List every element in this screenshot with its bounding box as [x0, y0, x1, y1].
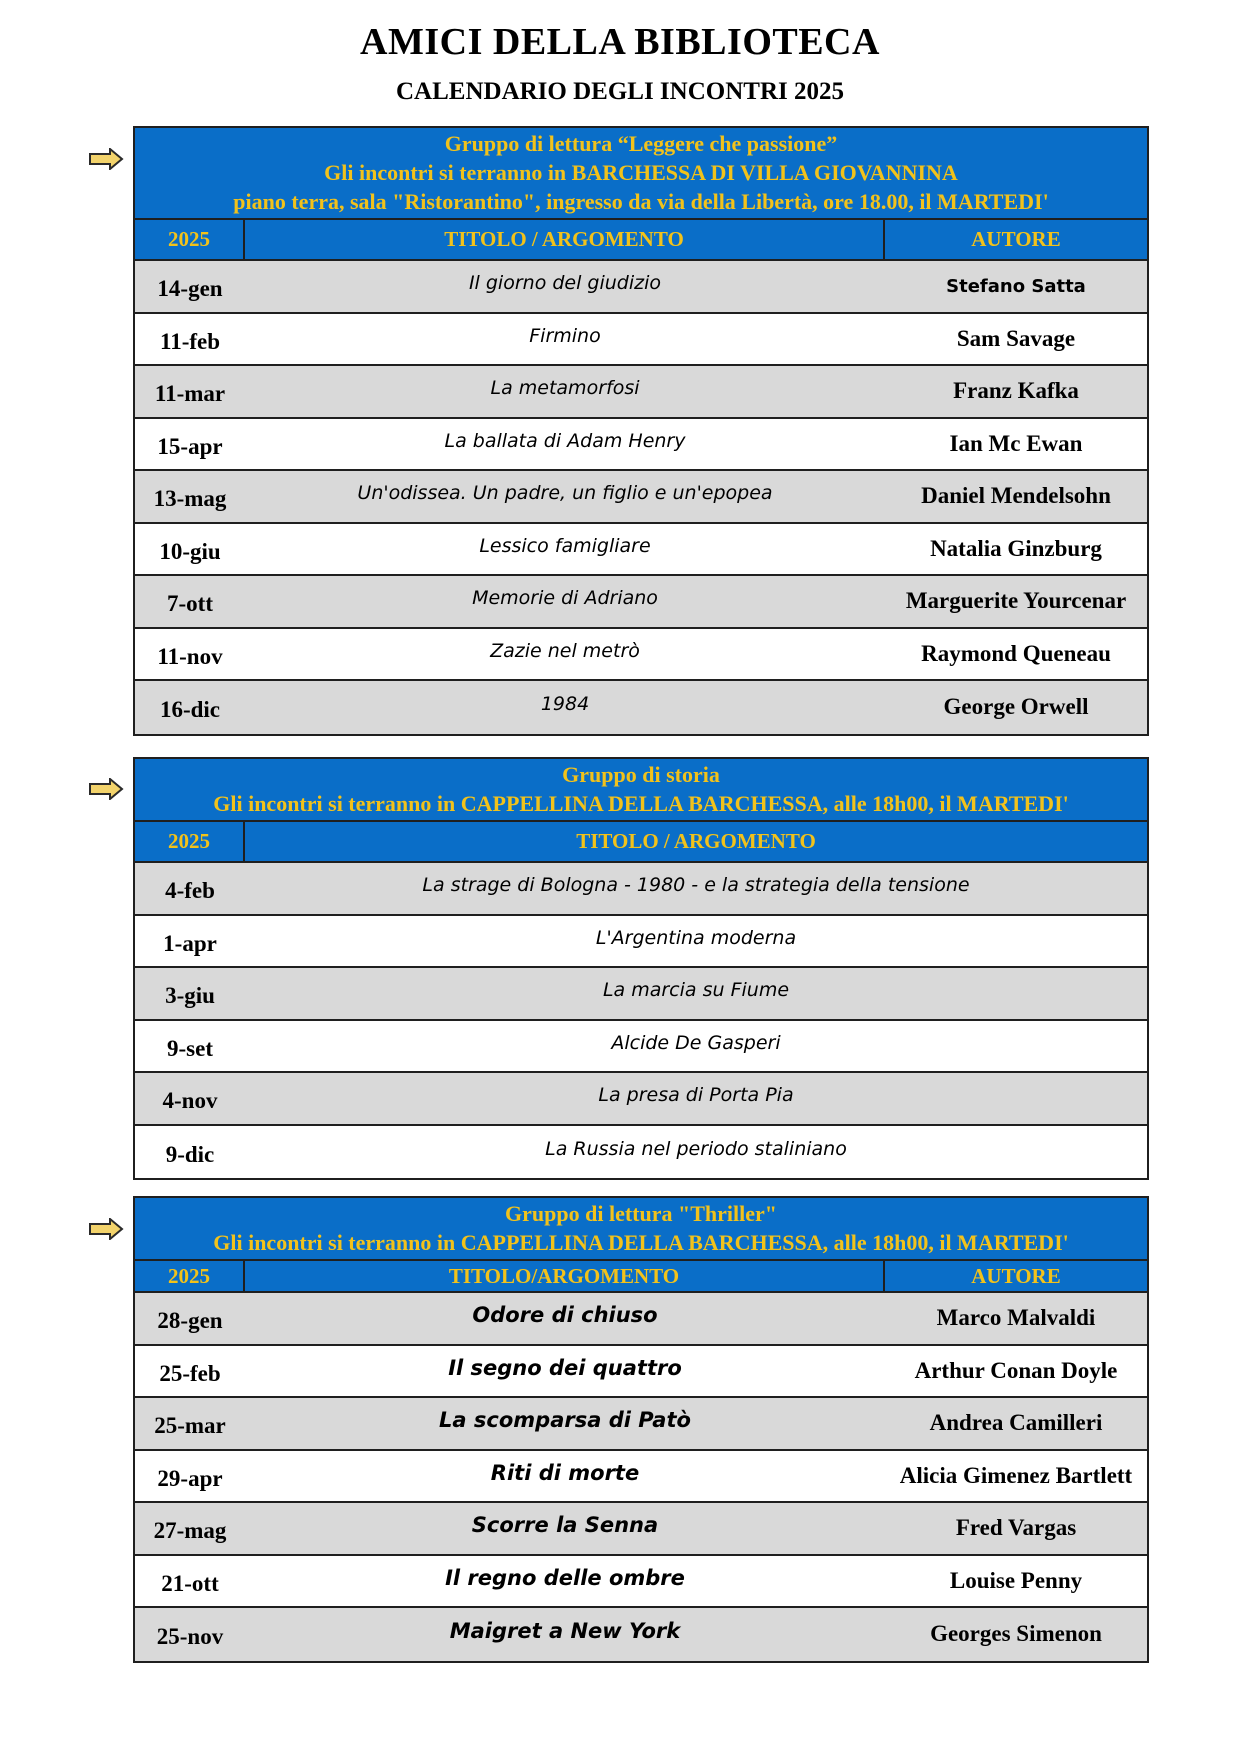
row-author: Raymond Queneau	[921, 640, 1111, 666]
row-author: Franz Kafka	[953, 378, 1079, 404]
table-row	[135, 419, 1147, 472]
section-header	[135, 1198, 1147, 1261]
history-group-section	[133, 757, 1149, 1180]
table-row	[135, 1346, 1147, 1399]
row-author: Marco Malvaldi	[936, 1305, 1096, 1331]
row-author: Louise Penny	[949, 1567, 1083, 1593]
row-title: Un'odissea. Un padre, un figlio e un'epopea	[357, 482, 773, 505]
arrow-right-icon	[88, 1218, 124, 1240]
row-date: 11-feb	[159, 328, 221, 354]
row-author: Ian Mc Ewan	[949, 430, 1083, 456]
row-date: 10-giu	[159, 538, 221, 564]
row-author: Andrea Camilleri	[929, 1410, 1103, 1436]
row-title: Il segno dei quattro	[448, 1355, 682, 1380]
column-year: 2025	[135, 1261, 245, 1291]
table-row	[135, 261, 1147, 314]
section-location: Gli incontri si terranno in CAPPELLINA DELLA BARCHESSA, alle 18h00, il MARTEDI'	[213, 1230, 1069, 1255]
row-title: Maigret a New York	[449, 1619, 681, 1644]
table-row	[135, 1556, 1147, 1609]
row-title: Alcide De Gasperi	[611, 1031, 781, 1054]
arrow-right-icon	[88, 148, 124, 170]
table-row	[135, 863, 1147, 916]
column-author: AUTORE	[971, 227, 1061, 251]
row-title: Lessico famigliare	[479, 534, 651, 557]
table-row	[135, 681, 1147, 734]
row-date: 14-gen	[157, 276, 223, 302]
row-title: 1984	[540, 693, 590, 716]
row-author: Arthur Conan Doyle	[914, 1357, 1118, 1383]
table-row	[135, 1451, 1147, 1504]
row-author: Georges Simenon	[930, 1621, 1102, 1647]
row-title: Firmino	[529, 324, 601, 347]
row-date: 15-apr	[157, 433, 223, 459]
table-body	[135, 863, 1147, 1178]
table-row	[135, 968, 1147, 1021]
table-row	[135, 916, 1147, 969]
row-date: 25-nov	[156, 1624, 224, 1650]
table-row	[135, 1073, 1147, 1126]
row-date: 3-giu	[165, 983, 215, 1009]
row-date: 16-dic	[159, 697, 221, 723]
row-author: Marguerite Yourcenar	[905, 588, 1127, 614]
page-title: AMICI DELLA BIBLIOTECA	[360, 21, 880, 63]
row-date: 25-mar	[154, 1413, 226, 1439]
table-body	[135, 1293, 1147, 1661]
row-date: 4-nov	[162, 1088, 218, 1114]
row-author: George Orwell	[943, 694, 1089, 720]
thriller-group-section	[133, 1196, 1149, 1663]
row-title: Odore di chiuso	[472, 1303, 658, 1328]
table-row	[135, 1021, 1147, 1074]
row-title: La Russia nel periodo staliniano	[545, 1137, 847, 1160]
column-title: TITOLO / ARGOMENTO	[576, 829, 816, 853]
row-date: 4-feb	[165, 878, 215, 904]
section-location: Gli incontri si terranno in CAPPELLINA DELLA BARCHESSA, alle 18h00, il MARTEDI'	[213, 791, 1069, 816]
row-date: 9-dic	[165, 1141, 215, 1167]
row-author: Natalia Ginzburg	[930, 535, 1102, 561]
row-author: Sam Savage	[956, 325, 1076, 351]
column-headers	[135, 822, 1147, 863]
row-date: 25-feb	[159, 1360, 221, 1386]
row-date: 29-apr	[157, 1465, 223, 1491]
row-date: 7-ott	[167, 591, 213, 617]
section-name: Gruppo di lettura “Leggere che passione”	[444, 131, 838, 156]
table-row	[135, 1126, 1147, 1179]
row-author: Daniel Mendelsohn	[921, 483, 1111, 509]
table-row	[135, 314, 1147, 367]
row-date: 11-nov	[157, 643, 223, 669]
column-title: TITOLO / ARGOMENTO	[245, 220, 885, 259]
reading-group-section	[133, 126, 1149, 736]
section-header	[135, 128, 1147, 220]
row-date: 21-ott	[161, 1570, 219, 1596]
row-author: Alicia Gimenez Bartlett	[899, 1462, 1133, 1488]
table-row	[135, 576, 1147, 629]
column-title: TITOLO/ARGOMENTO	[245, 1261, 885, 1291]
table-row	[135, 1293, 1147, 1346]
row-author: Fred Vargas	[955, 1515, 1077, 1541]
table-body	[135, 261, 1147, 734]
row-title: Il regno delle ombre	[445, 1565, 685, 1590]
table-row	[135, 1398, 1147, 1451]
row-title: L'Argentina moderna	[595, 926, 797, 949]
column-year: 2025	[135, 220, 245, 259]
row-title: La ballata di Adam Henry	[444, 429, 686, 452]
row-title: La metamorfosi	[490, 377, 640, 400]
row-title: La marcia su Fiume	[602, 979, 790, 1002]
table-row	[135, 1503, 1147, 1556]
row-title: Scorre la Senna	[471, 1513, 659, 1538]
table-row	[135, 524, 1147, 577]
column-year: 2025	[135, 822, 245, 861]
row-title: La presa di Porta Pia	[598, 1084, 794, 1107]
row-title: Zazie nel metrò	[490, 639, 640, 662]
row-date: 11-mar	[154, 381, 226, 407]
row-date: 13-mag	[153, 486, 227, 512]
table-row	[135, 1608, 1147, 1661]
section-name: Gruppo di storia	[562, 762, 720, 787]
table-row	[135, 471, 1147, 524]
row-title: Riti di morte	[490, 1460, 640, 1485]
section-details: piano terra, sala "Ristorantino", ingresso da via della Libertà, ore 18.00, il MARTEDI'	[233, 189, 1049, 214]
row-date: 1-apr	[163, 930, 217, 956]
row-title: La strage di Bologna - 1980 - e la strategia della tensione	[422, 874, 970, 897]
section-location: Gli incontri si terranno in BARCHESSA DI VILLA GIOVANNINA	[324, 160, 958, 185]
table-row	[135, 629, 1147, 682]
row-title: Memorie di Adriano	[472, 587, 658, 610]
column-headers	[135, 220, 1147, 261]
section-header	[135, 759, 1147, 822]
row-date: 27-mag	[153, 1518, 227, 1544]
row-title: Il giorno del giudizio	[468, 272, 662, 295]
arrow-right-icon	[88, 778, 124, 800]
column-headers	[135, 1261, 1147, 1293]
row-date: 9-set	[167, 1035, 213, 1061]
row-date: 28-gen	[157, 1308, 223, 1334]
section-name: Gruppo di lettura "Thriller"	[505, 1201, 777, 1226]
row-title: La scomparsa di Patò	[439, 1408, 691, 1433]
page-subtitle: CALENDARIO DEGLI INCONTRI 2025	[396, 78, 844, 105]
row-author: Stefano Satta	[946, 275, 1086, 297]
column-author: AUTORE	[971, 1264, 1061, 1288]
table-row	[135, 366, 1147, 419]
